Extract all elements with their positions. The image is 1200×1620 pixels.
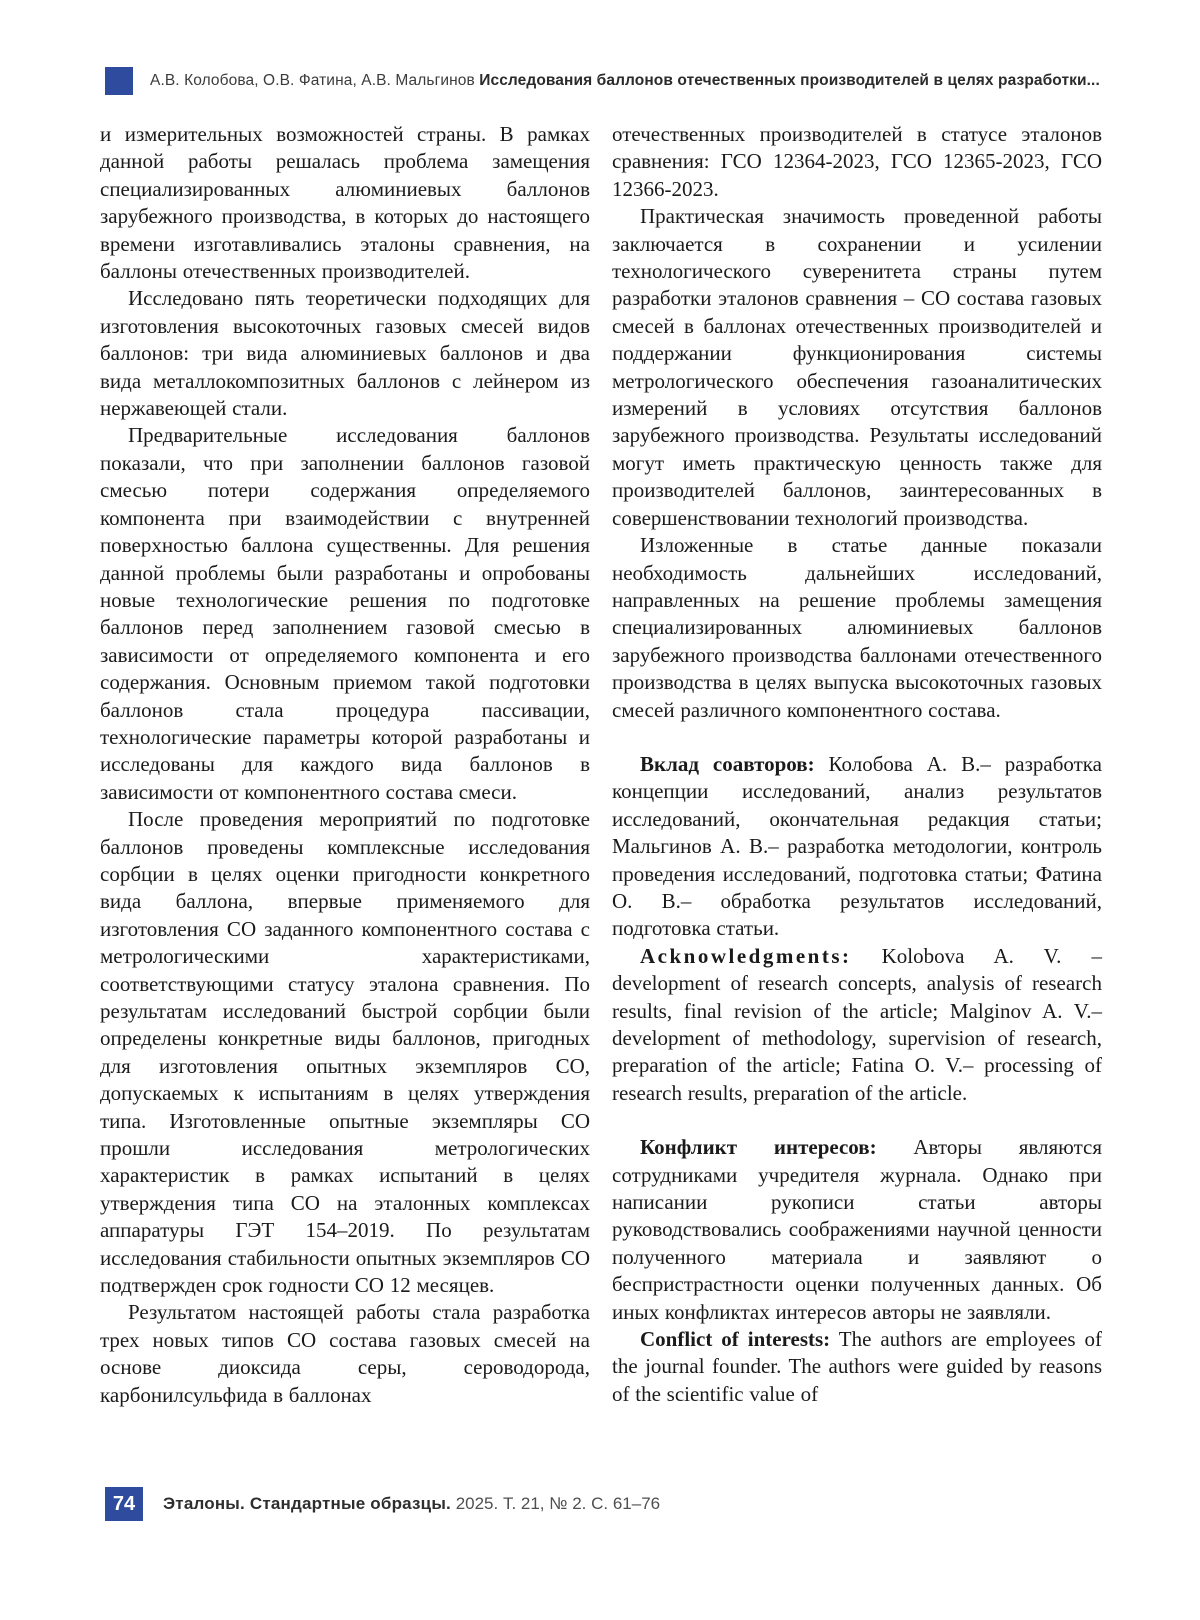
right-column bbox=[612, 121, 1102, 1409]
running-header-authors: А.В. Колобова, О.В. Фатина, А.В. Мальгинов bbox=[150, 72, 475, 89]
body-paragraph: Acknowledgments: Kolobova A. V. – development of research concepts, analysis of research results, final revision of the article; Malginov A. V.– development of methodology, supervision of research, preparation of the article; Fatina O. V.– processing of research results, preparation of the article. bbox=[612, 943, 1102, 1105]
paragraph-lead-label: Конфликт интересов: bbox=[640, 1135, 877, 1160]
paragraph-lead-label: Conflict of interests: bbox=[640, 1327, 831, 1352]
body-paragraph: Conflict of interests: The authors are employees of the journal founder. The authors were guided by reasons of the scientific value of bbox=[612, 1327, 1102, 1406]
header-accent-square-icon bbox=[105, 67, 133, 95]
body-paragraph: Результатом настоящей работы стала разработка трех новых типов СО состава газовых смесей на основе диоксида серы, сероводорода, карбонилсульфида в баллонах bbox=[100, 1300, 590, 1407]
body-paragraph: После проведения мероприятий по подготовке баллонов проведены комплексные исследования сорбции в целях оценки пригодности конкретного вида баллона, впервые применяемого для изготовления СО заданного компонентного состава с метрологическими характеристиками, соответствующими статусу эталона сравнения. По результатам исследований быстрой сорбции были определены конкретные виды баллонов, пригодных для изготовления опытных экземпляров СО, допускаемых к испытаниям в целях утверждения типа. Изготовленные опытные экземпляры СО прошли исследования метрологических характеристик в рамках испытаний в целях утверждения типа СО на эталонных комплексах аппаратуры ГЭТ 154–2019. По результатам исследования стабильности опытных экземпляров СО подтвержден срок годности СО 12 месяцев. bbox=[100, 807, 590, 1298]
footer-citation bbox=[163, 1494, 660, 1514]
body-paragraph: Изложенные в статье данные показали необходимость дальнейших исследований, направленных на решение проблемы замещения специализированных алюминиевых баллонов зарубежного производства баллонами отечественного производства в целях выпуска высокоточных газовых смесей различного компонентного состава. bbox=[612, 533, 1102, 722]
body-paragraph: Исследовано пять теоретически подходящих для изготовления высокоточных газовых смесей видов баллонов: три вида алюминиевых баллонов и два вида металлокомпозитных баллонов с лейнером из нержавеющей стали. bbox=[100, 286, 590, 421]
left-column bbox=[100, 121, 590, 1409]
body-paragraph: Вклад соавторов: Колобова А. В.– разработка концепции исследований, анализ результатов исследований, окончательная редакция статьи; Мальгинов А. В.– разработка методологии, контроль проведения исследований, подготовка статьи; Фатина О. В.– обработка результатов исследований, подготовка статьи. bbox=[612, 751, 1102, 941]
paragraph-lead-label: Вклад соавторов: bbox=[640, 751, 815, 776]
running-header-title: Исследования баллонов отечественных производителей в целях разработки... bbox=[479, 72, 1100, 89]
body-paragraph: Предварительные исследования баллонов показали, что при заполнении баллонов газовой смесью потери содержания определяемого компонента при взаимодействии с внутренней поверхностью баллона существенны. Для решения данной проблемы были разработаны и опробованы новые технологические решения по подготовке баллонов перед заполнением газовой смесью в зависимости от определяемого компонента и его содержания. Основным приемом такой подготовки баллонов стала процедура пассивации, технологические параметры которой разработаны и исследованы для каждого вида баллонов в зависимости от компонентного состава смеси. bbox=[100, 423, 590, 804]
article-body bbox=[100, 121, 1102, 1409]
page-footer bbox=[105, 1487, 660, 1521]
body-paragraph: отечественных производителей в статусе эталонов сравнения: ГСО 12364-2023, ГСО 12365-2023, ГСО 12366-2023. bbox=[612, 122, 1102, 201]
running-header-text bbox=[150, 72, 1100, 90]
citation-text: 2025. Т. 21, № 2. С. 61–76 bbox=[450, 1494, 661, 1513]
body-paragraph: Практическая значимость проведенной работы заключается в сохранении и усилении технологического суверенитета страны путем разработки эталонов сравнения – СО состава газовых смесей в баллонах отечественных производителей и поддержании функционирования системы метрологического обеспечения газоаналитических измерений в условиях отсутствия баллонов зарубежного производства. Результаты исследований могут иметь практическую ценность также для производителей баллонов, заинтересованных в совершенствовании технологий производства. bbox=[612, 204, 1102, 530]
body-paragraph: Конфликт интересов: Авторы являются сотрудниками учредителя журнала. Однако при написании рукописи статьи авторы руководствовались соображениями научной ценности полученного материала и заявляют о беспристрастности оценки полученных данных. Об иных конфликтах интересов авторы не заявляли. bbox=[612, 1135, 1102, 1324]
page-number-badge: 74 bbox=[105, 1487, 143, 1521]
body-paragraph: и измерительных возможностей страны. В рамках данной работы решалась проблема замещения специализированных алюминиевых баллонов зарубежного производства, в которых до настоящего времени изготавливались эталоны сравнения, на баллоны отечественных производителей. bbox=[100, 122, 590, 284]
journal-name: Эталоны. Стандартные образцы. bbox=[163, 1494, 451, 1513]
running-header bbox=[105, 67, 1105, 95]
paragraph-lead-label: Acknowledgments: bbox=[640, 943, 852, 968]
